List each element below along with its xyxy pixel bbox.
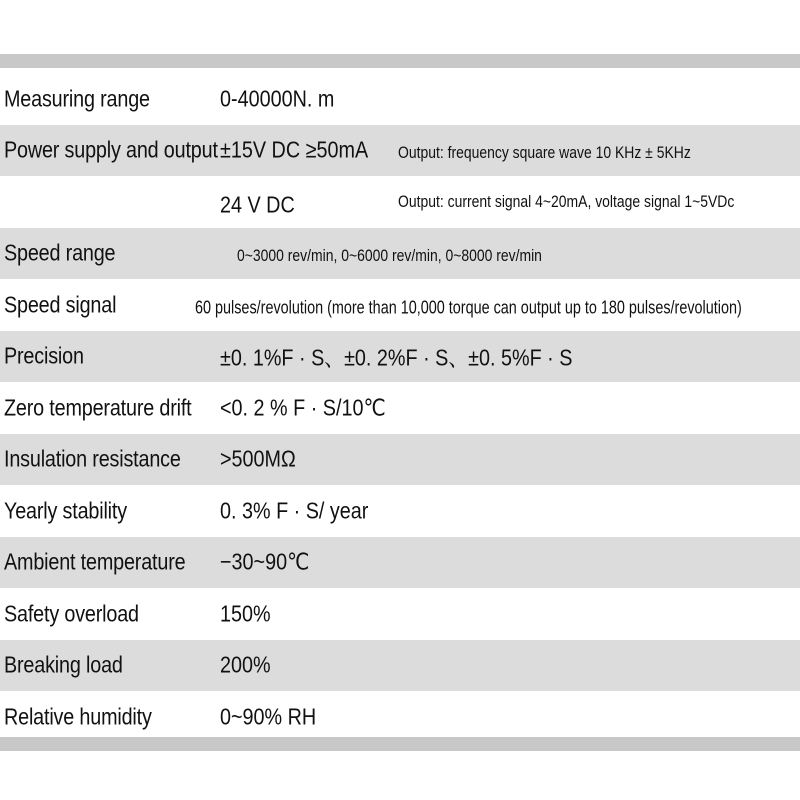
top-divider-band bbox=[0, 54, 800, 68]
table-row-relative-humidity bbox=[0, 691, 800, 743]
row-value: <0. 2 % F · S/10℃ bbox=[220, 394, 386, 421]
bottom-divider-band bbox=[0, 737, 800, 751]
table-row-precision bbox=[0, 331, 800, 383]
table-row-insulation-resistance bbox=[0, 434, 800, 486]
table-row-zero-temp-drift bbox=[0, 382, 800, 434]
row-note: Output: frequency square wave 10 KHz ± 5KHz bbox=[398, 143, 691, 163]
row-label: Ambient temperature bbox=[4, 548, 186, 575]
row-note: 60 pulses/revolution (more than 10,000 torque can output up to 180 pulses/revolution) bbox=[195, 297, 742, 318]
row-note: 0~3000 rev/min, 0~6000 rev/min, 0~8000 rev/min bbox=[237, 246, 542, 266]
row-value: ±15V DC ≥50mA bbox=[220, 136, 369, 163]
row-value: 0~90% RH bbox=[220, 703, 317, 730]
table-row-speed-range bbox=[0, 228, 800, 280]
row-label: Speed range bbox=[4, 239, 116, 266]
table-row-measuring-range bbox=[0, 73, 800, 125]
row-label: Precision bbox=[4, 342, 84, 369]
row-value: 150% bbox=[220, 600, 271, 627]
table-row-safety-overload bbox=[0, 588, 800, 640]
row-value: 0. 3% F · S/ year bbox=[220, 497, 369, 524]
table-row-breaking-load bbox=[0, 640, 800, 692]
row-note: Output: current signal 4~20mA, voltage signal 1~5VDc bbox=[398, 191, 735, 211]
row-label: Relative humidity bbox=[4, 703, 152, 730]
spec-table bbox=[0, 73, 800, 743]
row-value: 24 V DC bbox=[220, 191, 295, 218]
row-label: Yearly stability bbox=[4, 497, 127, 524]
row-label: Insulation resistance bbox=[4, 445, 181, 472]
table-row-speed-signal bbox=[0, 279, 800, 331]
row-value: −30~90℃ bbox=[220, 548, 310, 575]
row-label: Speed signal bbox=[4, 291, 117, 318]
row-label: Breaking load bbox=[4, 651, 123, 678]
table-row-24v-output bbox=[0, 176, 800, 228]
row-value: 200% bbox=[220, 651, 271, 678]
row-value: 0-40000N. m bbox=[220, 85, 335, 112]
row-value: >500MΩ bbox=[220, 445, 296, 472]
row-label: Zero temperature drift bbox=[4, 394, 192, 421]
row-label: Measuring range bbox=[4, 85, 150, 112]
row-label: Power supply and output bbox=[4, 136, 218, 163]
table-row-yearly-stability bbox=[0, 485, 800, 537]
table-row-power-supply bbox=[0, 125, 800, 177]
row-label: Safety overload bbox=[4, 600, 139, 627]
table-row-ambient-temperature bbox=[0, 537, 800, 589]
row-value: ±0. 1%F · S、±0. 2%F · S、±0. 5%F · S bbox=[220, 344, 573, 371]
